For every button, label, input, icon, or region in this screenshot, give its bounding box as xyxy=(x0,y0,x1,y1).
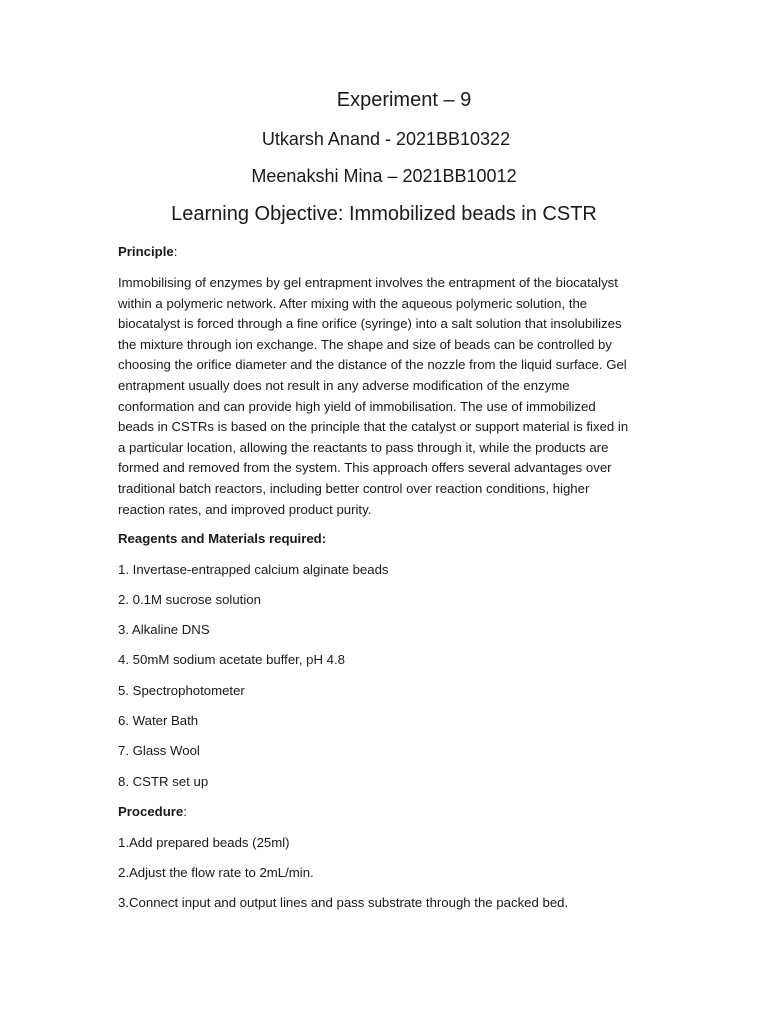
principle-line: entrapment usually does not result in any adverse modification of the enzyme xyxy=(118,377,570,393)
author-line-2: Meenakshi Mina – 2021BB10012 xyxy=(251,166,517,186)
experiment-title: Experiment – 9 xyxy=(336,89,472,111)
principle-heading: Principle xyxy=(118,244,174,259)
reagent-item: 8. CSTR set up xyxy=(118,774,209,789)
principle-colon: : xyxy=(173,244,178,259)
author-line-1: Utkarsh Anand - 2021BB10322 xyxy=(261,129,511,149)
principle-line: formed and removed from the system. This approach offers several advantages over xyxy=(118,460,612,476)
principle-heading-line xyxy=(118,242,177,262)
procedure-colon: : xyxy=(183,804,187,819)
reagents-heading: Reagents and Materials required: xyxy=(118,531,327,546)
reagent-item: 2. 0.1M sucrose solution xyxy=(118,592,261,607)
principle-line: beads in CSTRs is based on the principle that the catalyst or support material is fixed in xyxy=(118,419,629,435)
procedure-heading-line xyxy=(118,802,187,822)
learning-objective: Learning Objective: Immobilized beads in CSTR xyxy=(171,203,597,225)
principle-line: within a polymeric network. After mixing with the aqueous polymeric solution, the xyxy=(118,295,588,311)
procedure-step: 1.Add prepared beads (25ml) xyxy=(118,835,290,850)
principle-line: a particular location, allowing the reactants to pass through it, while the products are xyxy=(118,439,609,455)
principle-line: Immobilising of enzymes by gel entrapment involves the entrapment of the biocatalyst xyxy=(118,275,618,290)
principle-line: the mixture through ion exchange. The shape and size of beads can be controlled by xyxy=(118,336,612,352)
procedure-heading: Procedure xyxy=(118,804,184,819)
reagent-item: 7. Glass Wool xyxy=(118,743,200,758)
principle-line: choosing the orifice diameter and the distance of the nozzle from the liquid surface. Gel xyxy=(118,357,627,373)
principle-line: conformation and can provide high yield of immobilisation. The use of immobilized xyxy=(118,398,596,414)
reagent-item: 6. Water Bath xyxy=(118,713,199,728)
principle-line: traditional batch reactors, including better control over reaction conditions, higher xyxy=(118,480,590,496)
reagent-item: 5. Spectrophotometer xyxy=(118,683,245,698)
principle-line: reaction rates, and improved product purity. xyxy=(118,501,372,517)
procedure-step: 3.Connect input and output lines and pass substrate through the packed bed. xyxy=(118,895,569,910)
principle-paragraph xyxy=(118,273,654,520)
reagent-item: 3. Alkaline DNS xyxy=(118,622,210,637)
principle-line: biocatalyst is forced through a fine orifice (syringe) into a salt solution that insolubilizes xyxy=(118,316,622,332)
reagent-item: 4. 50mM sodium acetate buffer, pH 4.8 xyxy=(118,652,346,667)
reagent-item: 1. Invertase-entrapped calcium alginate beads xyxy=(118,562,389,577)
procedure-step: 2.Adjust the flow rate to 2mL/min. xyxy=(118,865,314,880)
